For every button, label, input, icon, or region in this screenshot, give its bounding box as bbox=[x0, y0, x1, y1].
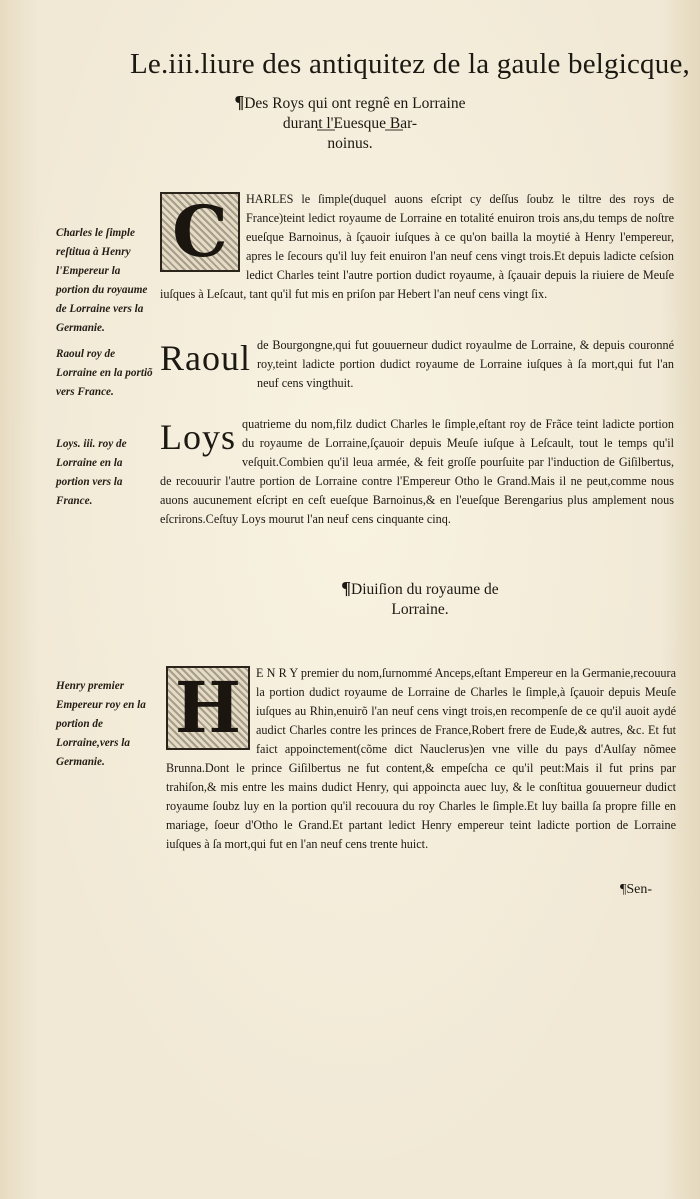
display-word-raoul: Raoul bbox=[160, 338, 251, 378]
decorated-initial-c: C bbox=[160, 192, 240, 272]
heading-line: Diuiſion du royaume de bbox=[351, 581, 499, 598]
section-heading-kings bbox=[230, 92, 470, 154]
decorated-initial-h: H bbox=[166, 666, 250, 750]
paragraph-raoul bbox=[160, 336, 674, 393]
heading-line: Lorraine. bbox=[391, 601, 449, 618]
margin-note-raoul: Raoul roy de Lorraine en la portiõ vers France. bbox=[56, 348, 153, 398]
page-title: Le.iii.liure des antiquitez de la gaule belgicque, bbox=[130, 48, 690, 80]
paragraph-text: E N R Y premier du nom,ſurnommé Anceps,eſtant Empereur en la Germanie,recouura la portion dudict royaume de Lorraine de Charles le ſimple,à ſçauoir depuis Meuſe iuſques au Rhin,enuirõ l'an neuf cens vingt trois,en recompenſe de ce qu'il auoit aydé audict Charles contre les princes de France,Robert frere de Eude,& autres, &c. Et fut faict appoinctement(cõme dict Nauclerus)en vne ville du pays d'Aulſay nõmee Brunna.Dont le prince Giſilbertus ne fut content,& empeſcha ce qu'il peut:Mais il fut prins par trahiſon,& mis entre les mains dudict Henry, qui appoincta auec luy, & le conſtitua gouuerneur dudict royaume ſoubz luy en la portion qu'il recouura du roy Charles le ſimple.Et luy bailla ſa propre fille en mariage, ſoeur d'Otho le Grand.Et partant ledict Henry empereur teint ladicte portion de Lorraine iuſques à ſa mort,qui fut en l'an neuf cens trente huict. bbox=[166, 666, 676, 851]
margin-note-henry: Henry premier Empereur roy en la portion de Lorraine,vers la Germanie. bbox=[56, 680, 146, 768]
paragraph-text: de Bourgongne,qui fut gouuerneur dudict royaulme de Lorraine, & depuis couronné roy,teint ladicte portion dudict royaume de Lorraine iuſques à ſa mort,qui fut l'an neuf cens vingthuit. bbox=[257, 338, 674, 390]
paragraph-text: HARLES le ſimple(duquel auons eſcript cy deſſus ſoubz le tiltre des roys de France)teint ledict royaume de Lorraine en totalité enuiron trois ans,du temps de noſtre eueſque Barnoinus, à ſçauoir iuſques à ce qu'on bailla la moytié à Henry l'empereur, apres le ſecours qu'il luy feit enuiron l'an neuf cens vingt trois.Et depuis ladicte ceſsion ledict Charles teint l'autre portion dudict royaume, à ſçauair depuis la riuiere de Meuſe iuſques à Leſcaut, tant qu'il fut mis en priſon par Hebert l'an neuf cens vingt ſix. bbox=[160, 192, 674, 301]
pilcrow-icon: ¶ bbox=[234, 92, 245, 112]
paragraph-text: quatrieme du nom,filz dudict Charles le ſimple,eſtant roy de Frãce teint ladicte portion du royaume de Lorraine,ſçauoir depuis Meuſe iuſque à Leſcault, tout le temps qu'il veſquit.Combien qu'il leua armée, & feit groſſe pourſuite par l'induction de Giſilbertus, de recouurir l'autre portion de Lorraine contre l'Empereur Otho le Grand.Mais il ne peut,comme nous auons aucunement eſcript en ceſt eueſque Barnoinus,& en l'eueſque Berengarius plus amplement nous eſcrirons.Ceſtuy Loys mourut l'an neuf cens cinquante cinq. bbox=[160, 417, 674, 526]
heading-line: Des Roys qui ont regnê en Lorraine bbox=[244, 95, 466, 112]
margin-note-charles: Charles le ſimple reſtitua à Henry l'Empereur la portion du royaume de Lorraine vers la Germanie. bbox=[56, 227, 148, 334]
section-heading-division bbox=[290, 578, 550, 620]
pilcrow-icon: ¶ bbox=[341, 578, 352, 598]
heading-line: noinus. bbox=[327, 135, 373, 152]
paragraph-henry bbox=[166, 664, 676, 854]
paragraph-loys bbox=[160, 415, 674, 529]
heading-line: durant l'Euesque Bar- bbox=[282, 115, 418, 132]
display-word-loys: Loys bbox=[160, 417, 236, 457]
catchword: ¶Sen- bbox=[620, 882, 653, 897]
ink-mark-decoration bbox=[315, 126, 405, 134]
paragraph-charles bbox=[160, 190, 674, 304]
margin-note-loys: Loys. iii. roy de Lorraine en la portion vers la France. bbox=[56, 438, 127, 507]
